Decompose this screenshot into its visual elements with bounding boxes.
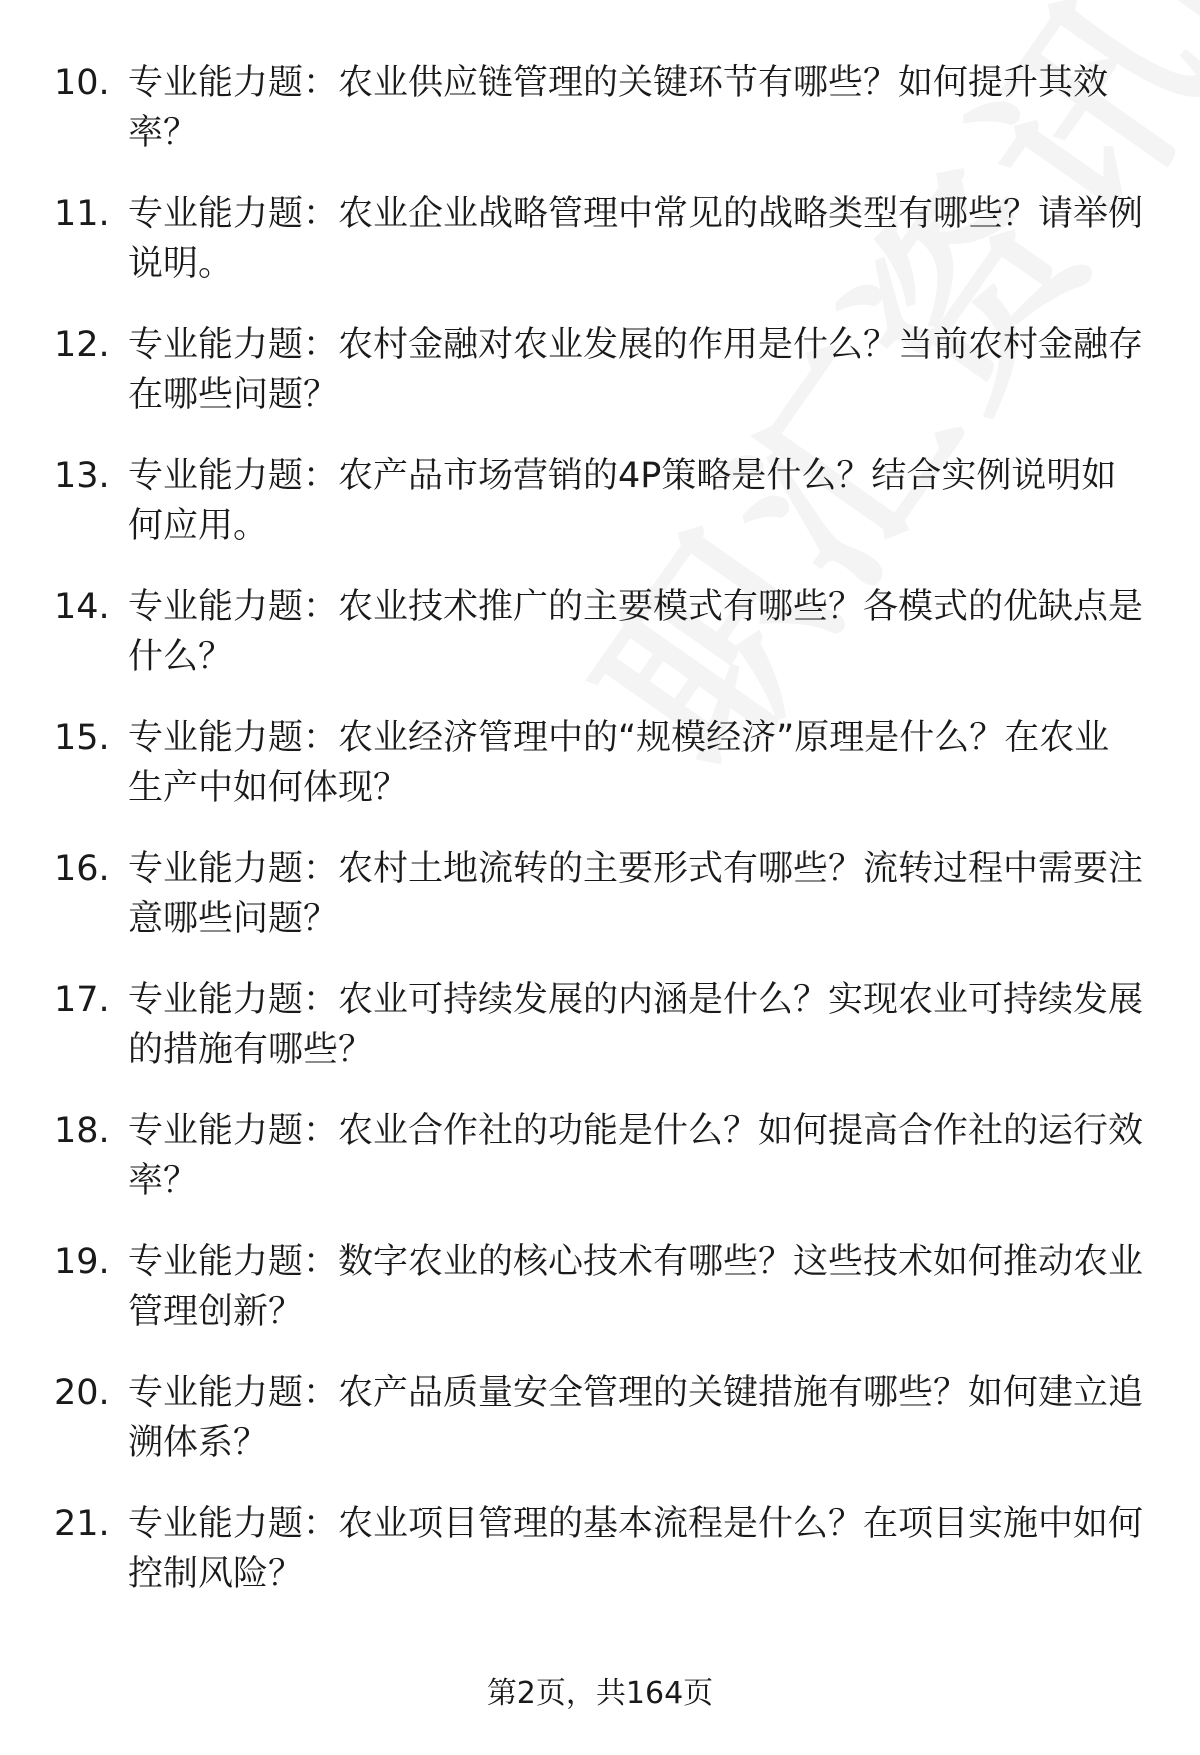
question-text: 专业能力题：农村金融对农业发展的作用是什么？当前农村金融存在哪些问题？ bbox=[128, 325, 1144, 415]
question-number: 21. bbox=[54, 1504, 110, 1544]
question-text: 专业能力题：农业技术推广的主要模式有哪些？各模式的优缺点是什么？ bbox=[128, 587, 1144, 677]
question-text: 专业能力题：农业项目管理的基本流程是什么？在项目实施中如何控制风险？ bbox=[128, 1504, 1144, 1594]
question-number: 20. bbox=[54, 1373, 110, 1413]
question-text: 专业能力题：农业可持续发展的内涵是什么？实现农业可持续发展的措施有哪些？ bbox=[128, 980, 1144, 1070]
list-item bbox=[54, 1237, 1154, 1368]
question-text: 专业能力题：农产品质量安全管理的关键措施有哪些？如何建立追溯体系？ bbox=[128, 1373, 1144, 1463]
list-item bbox=[54, 320, 1154, 451]
list-item bbox=[54, 1106, 1154, 1237]
list-item bbox=[54, 1499, 1154, 1630]
question-number: 17. bbox=[54, 980, 110, 1020]
list-item bbox=[54, 713, 1154, 844]
page-footer: 第2页，共164页 bbox=[486, 1676, 714, 1711]
list-item bbox=[54, 189, 1154, 320]
question-number: 14. bbox=[54, 587, 110, 627]
list-item bbox=[54, 582, 1154, 713]
question-text: 专业能力题：农村土地流转的主要形式有哪些？流转过程中需要注意哪些问题？ bbox=[128, 849, 1144, 939]
list-item bbox=[54, 58, 1154, 189]
question-text: 专业能力题：数字农业的核心技术有哪些？这些技术如何推动农业管理创新？ bbox=[128, 1242, 1144, 1332]
question-number: 19. bbox=[54, 1242, 110, 1282]
question-text: 专业能力题：农业合作社的功能是什么？如何提高合作社的运行效率？ bbox=[128, 1111, 1144, 1201]
question-number: 15. bbox=[54, 718, 110, 758]
question-number: 16. bbox=[54, 849, 110, 889]
question-number: 11. bbox=[54, 194, 110, 234]
question-number: 12. bbox=[54, 325, 110, 365]
question-text: 专业能力题：农业企业战略管理中常见的战略类型有哪些？请举例说明。 bbox=[128, 194, 1144, 284]
question-number: 10. bbox=[54, 63, 110, 103]
question-list bbox=[54, 58, 1154, 1630]
list-item bbox=[54, 844, 1154, 975]
question-text: 专业能力题：农业经济管理中的“规模经济”原理是什么？在农业生产中如何体现？ bbox=[128, 718, 1110, 808]
list-item bbox=[54, 1368, 1154, 1499]
list-item bbox=[54, 975, 1154, 1106]
question-number: 13. bbox=[54, 456, 110, 496]
question-number: 18. bbox=[54, 1111, 110, 1151]
list-item bbox=[54, 451, 1154, 582]
question-text: 专业能力题：农产品市场营销的4P策略是什么？结合实例说明如何应用。 bbox=[128, 456, 1117, 546]
question-text: 专业能力题：农业供应链管理的关键环节有哪些？如何提升其效率？ bbox=[128, 63, 1109, 153]
